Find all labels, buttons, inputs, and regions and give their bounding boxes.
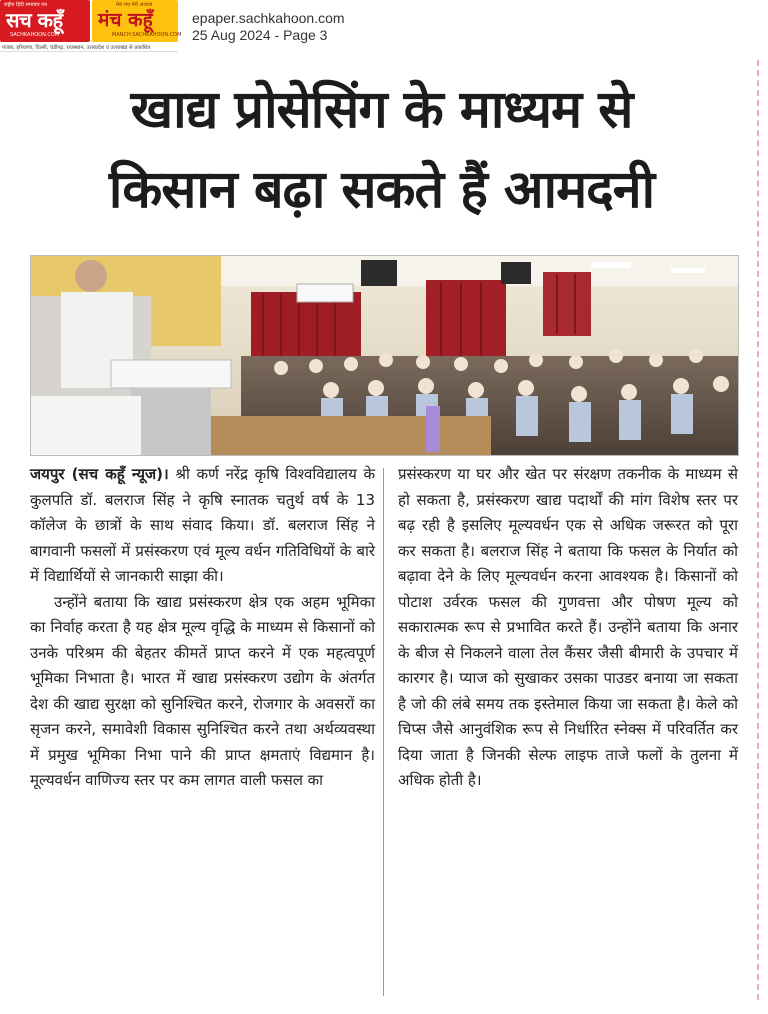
manch-kahoon-logo [92, 0, 182, 42]
editions-strip: पंजाब, हरियाणा, दिल्ली, चंडीगढ़, राजस्थान, उत्तरप्रदेश व उत्तराखंड से प्रकाशित [2, 45, 151, 51]
sach-kahoon-logo [0, 0, 90, 42]
source-url[interactable]: epaper.sachkahoon.com [192, 10, 345, 26]
headline-line-2: किसान बढ़ा सकते हैं आमदनी [108, 160, 655, 220]
logo-website: MANCH.SACHKAHOON.COM [112, 32, 182, 38]
article-paragraph [30, 462, 375, 590]
logo-title: मंच कहूँ [98, 9, 153, 31]
article-dateline: जयपुर (सच कहूँ न्यूज)। [30, 465, 169, 483]
article-column-left [30, 462, 375, 794]
masthead [0, 0, 768, 52]
source-date: 25 Aug 2024 - Page 3 [192, 27, 328, 43]
logo-tagline: राष्ट्रीय हिंदी समाचार पत्र [4, 2, 47, 8]
logo-tagline: मेरा मंच मेरी आवाज [116, 2, 153, 8]
classroom-photo [31, 256, 739, 456]
article-column-right [398, 462, 738, 794]
newspaper-logo[interactable] [0, 0, 182, 52]
article-paragraph: प्रसंस्करण या घर और खेत पर संरक्षण तकनीक के माध्यम से हो सकता है, प्रसंस्करण खाद्य पदार्थों की मांग विशेष स्तर पर बढ़ रही है इसलिए मूल्यवर्धन एक से अधिक जरूरत को पूरा कर सकता है। बलराज सिंह ने बताया कि फसल के निर्यात को बढ़ावा देने के लिए मूल्यवर्धन करना आवश्यक है। किसानों को पोटाश उर्वरक फसल की गुणवत्ता और पोषण मूल्य को सकारात्मक रूप से प्रभावित करते हैं। उन्होंने बताया कि अनार के बीज से निकलने वाला तेल कैंसर जैसी बीमारी के उपचार में कारगर है। प्याज को सुखाकर उसका पाउडर बनाया जा सकता है जो की लंबे समय तक इस्तेमाल किया जा सकता है। केले को चिप्स जैसे आनुवंशिक रूप से निर्धारित स्नेक्स में परिवर्तित कर दिया जाता है जिनकी सेल्फ लाइफ ताजे फलों के तुलना में अधिक होती है। [398, 465, 738, 789]
column-divider [383, 468, 384, 996]
headline-line-1: खाद्य प्रोसेसिंग के माध्यम से [130, 80, 633, 140]
article-paragraph-text: श्री कर्ण नरेंद्र कृषि विश्वविद्यालय के कुलपति डॉ. बलराज सिंह ने कृषि स्नातक चतुर्थ वर्ष के 13 कॉलेज के छात्रों के साथ संवाद किया। डॉ. बलराज सिंह ने बागवानी फसलों में प्रसंस्करण एवं मूल्य वर्धन गतिविधियों के बारे में विद्यार्थियों से जानकारी साझा की। [30, 465, 375, 585]
headline [14, 72, 749, 232]
article-paragraph: उन्होंने बताया कि खाद्य प्रसंस्करण क्षेत्र एक अहम भूमिका का निर्वाह करता है यह क्षेत्र मूल्य वृद्धि के माध्यम से किसानों को उनके परिश्रम की बेहतर कीमतें प्राप्त करने में एक महत्वपूर्ण भूमिका निभाता है। भारत में खाद्य प्रसंस्करण उद्योग के अंतर्गत देश की खाद्य सुरक्षा को सुनिश्चित करने, रोजगार के अवसरों का सृजन करने, समावेशी विकास सुनिश्चित करने तथा अर्थव्यवस्था में प्रमुख भूमिका निभा पाने की प्राप्त क्षमताएं विद्यमान है। मूल्यवर्धन वाणिज्य स्तर पर कम लागत वाली फसल का [30, 592, 375, 789]
logo-title: सच कहूँ [6, 8, 63, 32]
logo-website: SACHKAHOON.COM [10, 32, 60, 38]
source-info [192, 10, 345, 44]
page-edge-divider [757, 60, 759, 1000]
article-photo [30, 255, 739, 456]
